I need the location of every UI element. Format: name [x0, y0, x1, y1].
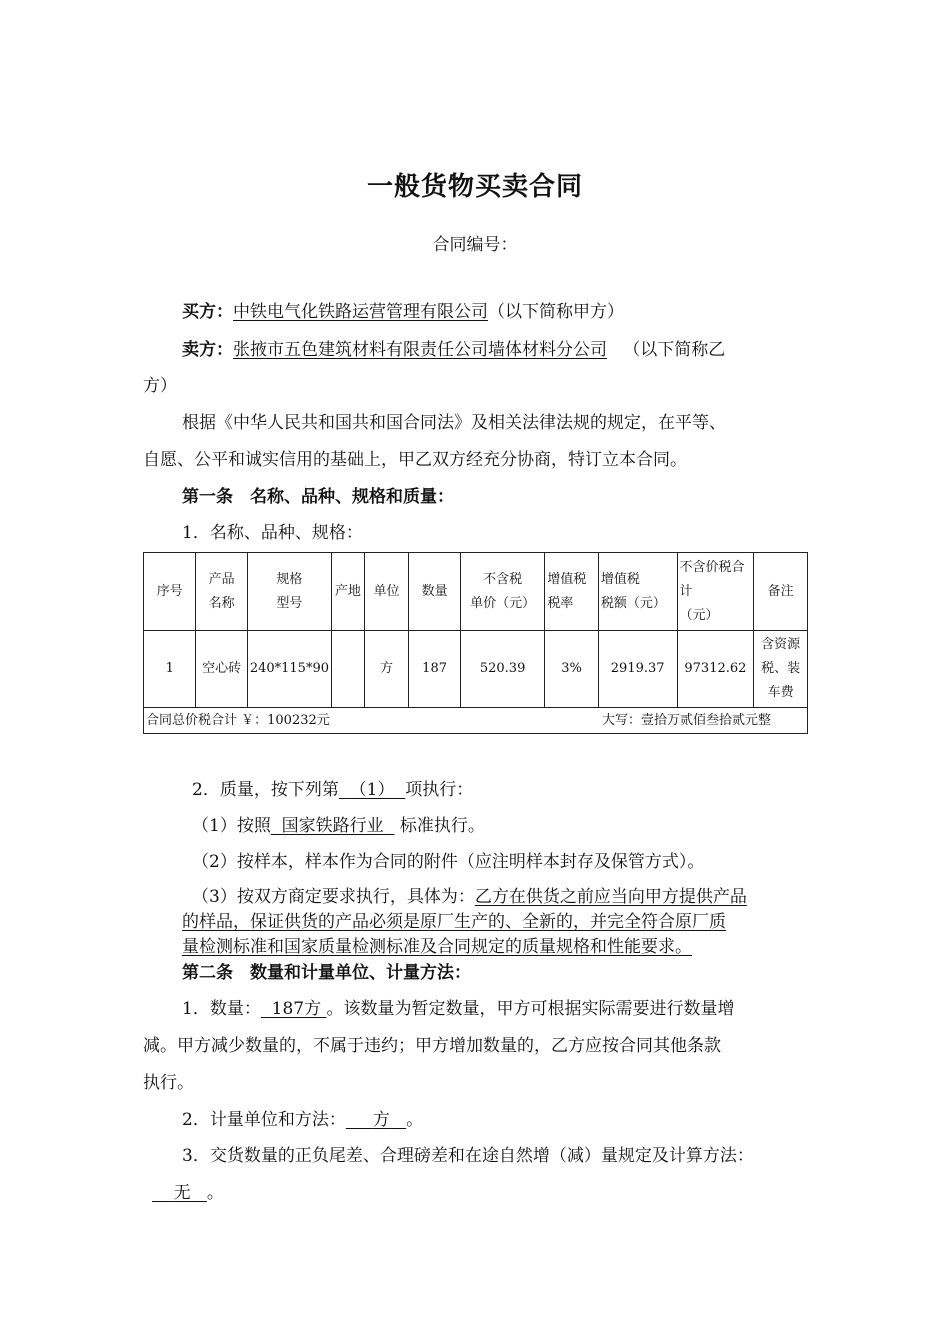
- total-amount-words: 大写：壹拾万贰佰叁拾贰元整: [601, 712, 771, 728]
- header-rate: 增值税 税率: [545, 553, 599, 631]
- seller-name: 张掖市五色建筑材料有限责任公司墙体材料分公司: [233, 340, 607, 360]
- header-price: 不含税 单价（元）: [460, 553, 544, 631]
- tolerance-value-line: 无 。: [152, 1183, 224, 1203]
- intro-line-1: 根据《中华人民共和国共和国合同法》及相关法律法规的规定，在平等、: [182, 413, 726, 433]
- measure-unit-line: 2．计量单位和方法： 方 。: [182, 1110, 424, 1130]
- quality-option-1: （1）按照 国家铁路行业 标准执行。: [192, 816, 485, 836]
- cell-unit: 方: [364, 631, 409, 708]
- cell-total: 97312.62: [677, 631, 754, 708]
- quality-requirement-line-2: 的样品，保证供货的产品必须是原厂生产的、全新的，并完全符合原厂质: [182, 912, 726, 932]
- header-unit: 单位: [364, 553, 409, 631]
- table-header-row: [144, 553, 808, 631]
- cell-name: 空心砖: [196, 631, 247, 708]
- quantity-value: 187方: [271, 999, 322, 1019]
- quantity-line-3: 执行。: [143, 1073, 194, 1093]
- cell-rate: 3%: [545, 631, 599, 708]
- header-remark: 备注: [754, 553, 808, 631]
- seller-suffix-cont: 方）: [143, 376, 177, 396]
- header-tax: 增值税 税额（元）: [598, 553, 677, 631]
- intro-line-2: 自愿、公平和诚实信用的基础上，甲乙双方经充分协商，特订立本合同。: [143, 450, 687, 470]
- header-name: 产品 名称: [196, 553, 247, 631]
- article1-item1: 1．名称、品种、规格：: [182, 523, 363, 543]
- document-title: 一般货物买卖合同: [366, 172, 583, 202]
- quantity-line-1: 1．数量： 187方 。该数量为暂定数量，甲方可根据实际需要进行数量增: [182, 999, 735, 1019]
- quality-option-3: （3）按双方商定要求执行，具体为：乙方在供货之前应当向甲方提供产品: [192, 887, 747, 907]
- quality-requirement-line-1: 乙方在供货之前应当向甲方提供产品: [474, 887, 747, 907]
- buyer-name: 中铁电气化铁路运营管理有限公司: [233, 302, 488, 322]
- buyer-suffix: （以下简称甲方）: [488, 302, 624, 322]
- quality-option-value: （1）: [349, 780, 395, 800]
- total-amount: 合同总价税合计 ￥：100232元: [146, 712, 330, 728]
- cell-no: 1: [144, 631, 196, 708]
- quality-option-2: （2）按样本，样本作为合同的附件（应注明样本封存及保管方式）。: [192, 852, 705, 872]
- quantity-line-2: 减。甲方减少数量的，不属于违约；甲方增加数量的，乙方应按合同其他条款: [143, 1036, 721, 1056]
- cell-price: 520.39: [460, 631, 544, 708]
- tolerance-line: 3．交货数量的正负尾差、合理磅差和在途自然增（减）量规定及计算方法：: [182, 1146, 754, 1166]
- table-row: [144, 631, 808, 708]
- contract-number-label: 合同编号：: [432, 235, 518, 255]
- header-spec: 规格 型号: [247, 553, 331, 631]
- seller-line: [182, 340, 725, 360]
- measure-unit-value: 方: [372, 1110, 390, 1130]
- cell-qty: 187: [409, 631, 461, 708]
- goods-table: [143, 552, 808, 734]
- seller-label: 卖方：: [182, 340, 233, 360]
- article2-heading: 第二条 数量和计量单位、计量方法：: [182, 963, 471, 983]
- cell-origin: [332, 631, 365, 708]
- buyer-label: 买方：: [182, 302, 233, 322]
- header-total: 不含价税合 计 （元）: [677, 553, 754, 631]
- header-qty: 数量: [409, 553, 461, 631]
- header-origin: 产地: [332, 553, 365, 631]
- header-no: 序号: [144, 553, 196, 631]
- quality-requirement-line-3: 量检测标准和国家质量检测标准及合同规定的质量规格和性能要求。: [182, 937, 692, 957]
- cell-tax: 2919.37: [598, 631, 677, 708]
- article1-item2: 2．质量，按下列第 （1） 项执行：: [192, 780, 474, 800]
- tolerance-value: 无: [173, 1183, 191, 1203]
- quality-standard-value: 国家铁路行业: [281, 816, 384, 836]
- cell-remark: 含资源 税、装 车费: [754, 631, 808, 708]
- seller-suffix: （以下简称乙: [623, 340, 726, 360]
- buyer-line: [182, 302, 624, 322]
- cell-spec: 240*115*90: [247, 631, 331, 708]
- article1-heading: 第一条 名称、品种、规格和质量：: [182, 487, 454, 507]
- table-total-row: [144, 708, 808, 734]
